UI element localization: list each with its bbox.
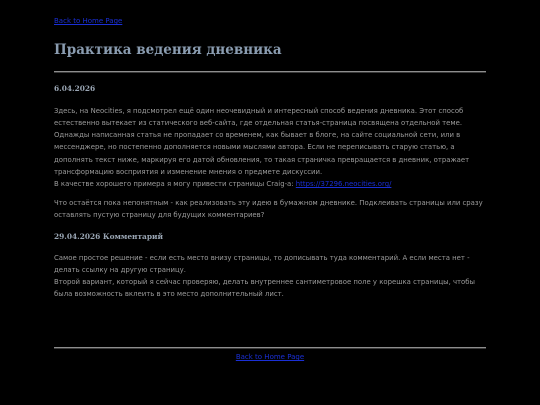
bottom-divider [54,347,486,349]
question-paragraph: Что остаётся пока непонятным - как реализовать эту идею в бумажном дневнике. Подклеивать страницы или сразу оставлять пустую страницу для будущих комментариев? [54,199,483,220]
intro-paragraph [54,105,486,190]
comment-line-2: Второй вариант, который я сейчас проверяю, делать внутреннее сантиметровое поле у корешка страницы, чтобы была возможность вклеить в это место дополнительный лист. [54,278,475,299]
back-to-home-link-bottom[interactable]: Back to Home Page [235,353,305,361]
back-to-home-link-top[interactable]: Back to Home Page [54,17,123,25]
top-divider [54,71,486,73]
comment-line-1: Самое простое решение - если есть место внизу страницы, то дописывать туда комментарий. А если места нет - делать ссылку на другую страницу. [54,254,470,275]
example-prefix-text: В качестве хорошего примера я могу привести страницы Craig-a: [54,179,296,188]
comment-paragraph [54,252,486,301]
comment-date-heading: 29.04.2026 Комментарий [54,232,163,241]
entry-date-heading: 6.04.2026 [54,84,96,93]
intro-text: Здесь, на Neocities, я подсмотрел ещё один неочевидный и интересный способ ведения дневника. Этот способ естественно вытекает из статического веб-сайта, где отдельная статья-страница посвящена отдельной теме. Однажды написанная статья не пропадает со временем, как бывает в блоге, на сайте социальной сети, или в мессенджере, но постепенно дополняется новыми мыслями автора. Если не переписывать старую статью, а дополнять текст ниже, маркируя его датой обновления, то такая страничка превращается в дневник, отражает трансформацию восприятия и изменение мнения о предмете дискуссии. [54,107,470,176]
footer-nav [54,353,486,361]
craig-site-link[interactable]: https://37296.neocities.org/ [295,179,392,188]
page-title: Практика ведения дневника [54,42,282,58]
